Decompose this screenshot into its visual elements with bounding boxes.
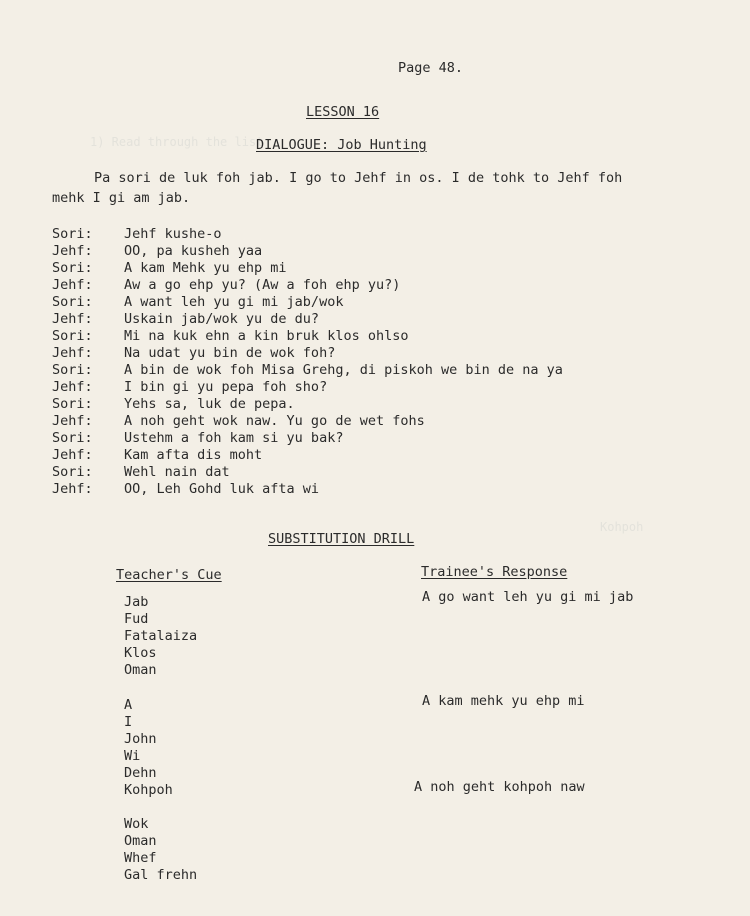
- dialogue-row: [52, 277, 400, 294]
- dialogue-speaker: Sori:: [52, 260, 93, 276]
- intro-line: mehk I gi am jab.: [52, 190, 191, 206]
- cue-item: Wi: [124, 748, 141, 764]
- dialogue-speaker: Jehf:: [52, 481, 93, 497]
- response-item: A go want leh yu gi mi jab: [422, 589, 634, 605]
- response-item: A kam mehk yu ehp mi: [422, 693, 585, 709]
- bleed-through-text: Kohpoh: [600, 520, 644, 534]
- dialogue-line: OO, Leh Gohd luk afta wi: [124, 481, 320, 497]
- cue-item: Jab: [124, 594, 149, 610]
- dialogue-speaker: Sori:: [52, 396, 93, 412]
- dialogue-row: [52, 379, 327, 396]
- trainee-response-heading: Trainee's Response: [421, 564, 568, 580]
- dialogue-row: [52, 481, 319, 498]
- dialogue-row: [52, 345, 335, 362]
- response-item: A noh geht kohpoh naw: [414, 779, 585, 795]
- cue-item: Wok: [124, 816, 149, 832]
- teacher-cue-heading: Teacher's Cue: [116, 567, 222, 583]
- cue-item: I: [124, 714, 133, 730]
- dialogue-line: Yehs sa, luk de pepa.: [124, 396, 295, 412]
- dialogue-row: [52, 328, 408, 345]
- dialogue-row: [52, 447, 262, 464]
- dialogue-row: [52, 413, 425, 430]
- dialogue-line: A kam Mehk yu ehp mi: [124, 260, 287, 276]
- dialogue-line: A noh geht wok naw. Yu go de wet fohs: [124, 413, 425, 429]
- dialogue-speaker: Jehf:: [52, 243, 93, 259]
- dialogue-speaker: Jehf:: [52, 447, 93, 463]
- dialogue-line: I bin gi yu pepa foh sho?: [124, 379, 328, 395]
- dialogue-line: Jehf kushe-o: [124, 226, 222, 242]
- dialogue-row: [52, 430, 343, 447]
- cue-item: Oman: [124, 662, 157, 678]
- cue-item: Gal frehn: [124, 867, 198, 883]
- bleed-through-text: 1) Read through the list: [90, 135, 264, 149]
- dialogue-row: [52, 226, 222, 243]
- cue-item: Dehn: [124, 765, 157, 781]
- dialogue-line: Uskain jab/wok yu de du?: [124, 311, 320, 327]
- dialogue-row: [52, 260, 287, 277]
- cue-item: Whef: [124, 850, 157, 866]
- dialogue-speaker: Jehf:: [52, 379, 93, 395]
- dialogue-speaker: Jehf:: [52, 413, 93, 429]
- dialogue-speaker: Sori:: [52, 294, 93, 310]
- dialogue-line: Wehl nain dat: [124, 464, 230, 480]
- dialogue-line: Kam afta dis moht: [124, 447, 263, 463]
- dialogue-row: [52, 311, 319, 328]
- page-number: Page 48.: [398, 60, 464, 76]
- dialogue-row: [52, 243, 262, 260]
- dialogue-speaker: Sori:: [52, 226, 93, 242]
- dialogue-row: [52, 396, 295, 413]
- dialogue-line: A want leh yu gi mi jab/wok: [124, 294, 344, 310]
- dialogue-speaker: Sori:: [52, 362, 93, 378]
- cue-item: Fud: [124, 611, 149, 627]
- dialogue-line: Na udat yu bin de wok foh?: [124, 345, 336, 361]
- cue-item: John: [124, 731, 157, 747]
- cue-item: A: [124, 697, 133, 713]
- dialogue-row: [52, 464, 230, 481]
- dialogue-speaker: Jehf:: [52, 277, 93, 293]
- dialogue-speaker: Jehf:: [52, 311, 93, 327]
- dialogue-speaker: Sori:: [52, 464, 93, 480]
- dialogue-line: OO, pa kusheh yaa: [124, 243, 263, 259]
- cue-item: Oman: [124, 833, 157, 849]
- dialogue-line: Mi na kuk ehn a kin bruk klos ohlso: [124, 328, 409, 344]
- dialogue-line: A bin de wok foh Misa Grehg, di piskoh we bin de na ya: [124, 362, 563, 378]
- cue-item: Fatalaiza: [124, 628, 198, 644]
- dialogue-row: [52, 294, 343, 311]
- dialogue-speaker: Jehf:: [52, 345, 93, 361]
- drill-heading: SUBSTITUTION DRILL: [268, 531, 415, 547]
- dialogue-speaker: Sori:: [52, 328, 93, 344]
- cue-item: Klos: [124, 645, 157, 661]
- dialogue-line: Aw a go ehp yu? (Aw a foh ehp yu?): [124, 277, 401, 293]
- dialogue-speaker: Sori:: [52, 430, 93, 446]
- intro-line: Pa sori de luk foh jab. I go to Jehf in os. I de tohk to Jehf foh: [94, 170, 623, 186]
- cue-item: Kohpoh: [124, 782, 173, 798]
- lesson-title: LESSON 16: [306, 104, 380, 120]
- dialogue-line: Ustehm a foh kam si yu bak?: [124, 430, 344, 446]
- dialogue-row: [52, 362, 563, 379]
- dialogue-heading: DIALOGUE: Job Hunting: [256, 137, 427, 153]
